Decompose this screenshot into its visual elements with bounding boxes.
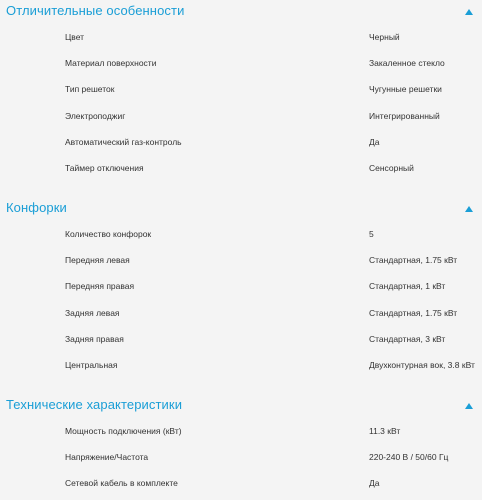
section-header-features[interactable] [0,0,482,24]
spec-row [0,51,482,77]
spec-label: Таймер отключения [65,162,144,173]
spec-row [0,77,482,103]
spec-row [0,25,482,51]
spec-value: Интегрированный [369,110,440,121]
section-header-technical[interactable] [0,394,482,418]
spec-row [0,471,482,497]
spec-label: Передняя правая [65,281,135,292]
spec-label: Центральная [65,359,118,370]
collapse-triangle-up-icon[interactable] [465,206,473,212]
spec-label: Задняя правая [65,333,124,344]
spec-row [0,248,482,274]
spec-value: Сенсорный [369,162,414,173]
spec-row [0,327,482,353]
spec-label: Передняя левая [65,255,130,266]
spec-value: Стандартная, 3 кВт [369,333,446,344]
spec-label: Электроподжиг [65,110,126,121]
section-burners [0,197,482,378]
spec-value: Закаленное стекло [369,58,445,69]
spec-value: 5 [369,229,374,239]
spec-row [0,130,482,156]
spec-row [0,445,482,471]
spec-label: Количество конфорок [65,229,152,239]
spec-label: Цвет [65,32,85,42]
collapse-triangle-up-icon[interactable] [465,9,473,15]
spec-value: Стандартная, 1.75 кВт [369,307,458,318]
spec-list [0,25,482,182]
spec-row [0,353,482,379]
spec-value: Черный [369,32,400,42]
spec-row [0,222,482,248]
spec-row [0,274,482,300]
spec-value: Двухконтурная вок, 3.8 кВт [369,359,475,370]
collapse-triangle-up-icon[interactable] [465,403,473,409]
section-title: Конфорки [6,200,67,215]
spec-label: Задняя левая [65,307,120,318]
spec-label: Мощность подключения (кВт) [65,426,182,436]
spec-value: Да [369,478,380,489]
spec-list [0,222,482,379]
spec-label: Материал поверхности [65,58,157,69]
spec-value: 11.3 кВт [369,426,401,436]
spec-row [0,301,482,327]
spec-label: Автоматический газ-контроль [65,136,182,147]
section-header-burners[interactable] [0,197,482,221]
spec-value: Стандартная, 1.75 кВт [369,255,458,266]
spec-label: Сетевой кабель в комплекте [65,478,178,489]
section-title: Отличительные особенности [6,3,185,18]
spec-row [0,156,482,182]
spec-value: 220-240 В / 50/60 Гц [369,452,449,463]
spec-row [0,104,482,130]
spec-value: Чугунные решетки [369,84,442,95]
spec-label: Тип решеток [65,84,115,95]
section-title: Технические характеристики [6,397,183,412]
spec-row [0,419,482,445]
section-technical [0,394,482,497]
spec-list [0,419,482,498]
spec-label: Напряжение/Частота [65,452,149,463]
spec-value: Стандартная, 1 кВт [369,281,446,292]
spec-value: Да [369,136,380,147]
section-features [0,0,482,181]
